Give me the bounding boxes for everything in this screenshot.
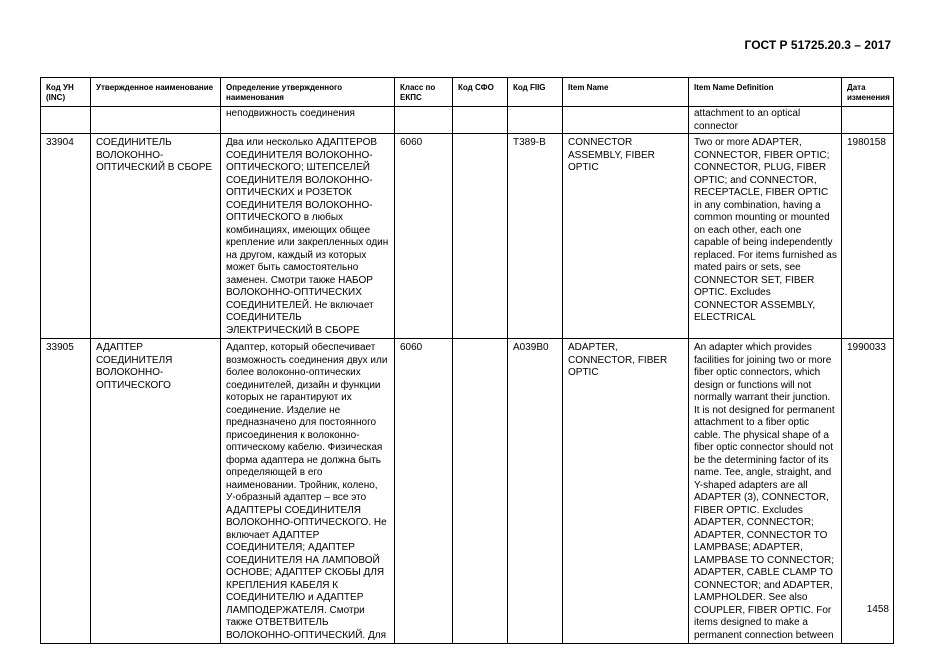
continuation-item-definition: attachment to an optical connector bbox=[689, 107, 842, 134]
header-date: Дата изменения bbox=[842, 78, 894, 107]
cell-definition: Адаптер, который обеспечивает возможность соединения двух или более волоконно-оптических соединителей, дизайн и функции которых не гарантируют их соединение. Изделие не предназначено для постоянного присоединения к волоконно-оптическому кабелю. Физическая форма адаптера не должна быть определяющей в его наименовании. Тройник, колено, У-образный адаптер – все это АДАПТЕРЫ СОЕДИНИТЕЛЯ ВОЛОКОННО-ОПТИЧЕСКОГО. Не включает АДАПТЕР СОЕДИНИТЕЛЯ; АДАПТЕР СОЕДИНИТЕЛЯ НА ЛАМПОВОЙ ОСНОВЕ; АДАПТЕР СКОБЫ ДЛЯ КРЕПЛЕНИЯ КАБЕЛЯ К СОЕДИНИТЕЛЮ и АДАПТЕР ЛАМПОДЕРЖАТЕЛЯ. Смотри также ОТВЕТВИТЕЛЬ ВОЛОКОННО-ОПТИЧЕСКИЙ. Для bbox=[221, 339, 395, 644]
header-item-definition: Item Name Definition bbox=[689, 78, 842, 107]
cell-class: 6060 bbox=[395, 134, 453, 339]
header-item-name: Item Name bbox=[563, 78, 689, 107]
cell-definition: Два или несколько АДАПТЕРОВ СОЕДИНИТЕЛЯ ВОЛОКОННО-ОПТИЧЕСКОГО; ШТЕПСЕЛЕЙ СОЕДИНИТЕЛЯ ВОЛОКОННО-ОПТИЧЕСКИХ и РОЗЕТОК СОЕДИНИТЕЛЯ ВОЛОКОННО-ОПТИЧЕСКОГО в любых комбинациях, имеющих общее крепление или закрепленных один на другом, каждый из которых может быть самостоятельно заменен. Смотри также НАБОР ВОЛОКОННО-ОПТИЧЕСКИХ СОЕДИНИТЕЛЕЙ. Не включает СОЕДИНИТЕЛЬ ЭЛЕКТРИЧЕСКИЙ В СБОРЕ bbox=[221, 134, 395, 339]
table-row bbox=[41, 339, 894, 644]
cell-fiig: A039B0 bbox=[508, 339, 563, 644]
header-row bbox=[41, 78, 894, 107]
cell-item-definition: Two or more ADAPTER, CONNECTOR, FIBER OPTIC; CONNECTOR, PLUG, FIBER OPTIC; and CONNECTOR, RECEPTACLE, FIBER OPTIC in any combination, having a common mounting or mounted on each other, each one capable of being independently replaced. For items furnished as mated pairs or sets, see CONNECTOR SET, FIBER OPTIC. Excludes CONNECTOR ASSEMBLY, ELECTRICAL bbox=[689, 134, 842, 339]
header-definition: Определение утвержденного наименования bbox=[221, 78, 395, 107]
cell-sfo bbox=[453, 339, 508, 644]
cell-approved-name: АДАПТЕР СОЕДИНИТЕЛЯ ВОЛОКОННО-ОПТИЧЕСКОГО bbox=[91, 339, 221, 644]
cell-item-name: ADAPTER, CONNECTOR, FIBER OPTIC bbox=[563, 339, 689, 644]
cell-sfo bbox=[453, 134, 508, 339]
document-code: ГОСТ Р 51725.20.3 – 2017 bbox=[744, 38, 891, 52]
page-number: 1458 bbox=[866, 604, 889, 615]
header-sfo: Код СФО bbox=[453, 78, 508, 107]
continuation-definition: неподвижность соединения bbox=[221, 107, 395, 134]
header-fiig: Код FIIG bbox=[508, 78, 563, 107]
cell-inc: 33905 bbox=[41, 339, 91, 644]
cell-date: 1990033 bbox=[842, 339, 894, 644]
header-class: Класс по ЕКПС bbox=[395, 78, 453, 107]
cell-approved-name: СОЕДИНИТЕЛЬ ВОЛОКОННО-ОПТИЧЕСКИЙ В СБОРЕ bbox=[91, 134, 221, 339]
cell-class: 6060 bbox=[395, 339, 453, 644]
continuation-row bbox=[41, 107, 894, 134]
cell-item-name: CONNECTOR ASSEMBLY, FIBER OPTIC bbox=[563, 134, 689, 339]
cell-item-definition: An adapter which provides facilities for joining two or more fiber optic connectors, which design or functions will not normally warrant their junction. It is not designed for permanent attachment to a fiber optic cable. The physical shape of a fiber optic connector should not be the determining factor of its name. Tee, angle, straight, and Y-shaped adapters are all ADAPTER (3), CONNECTOR, FIBER OPTIC. Excludes ADAPTER, CONNECTOR; ADAPTER, CONNECTOR TO LAMPBASE; ADAPTER, LAMPBASE TO CONNECTOR; ADAPTER, CABLE CLAMP TO CONNECTOR; and ADAPTER, LAMPHOLDER. See also COUPLER, FIBER OPTIC. For items designed to make a permanent connection between bbox=[689, 339, 842, 644]
header-inc: Код УН (INC) bbox=[41, 78, 91, 107]
cell-date: 1980158 bbox=[842, 134, 894, 339]
header-approved-name: Утвержденное наименование bbox=[91, 78, 221, 107]
table-row bbox=[41, 134, 894, 339]
cell-fiig: T389-B bbox=[508, 134, 563, 339]
catalog-table bbox=[40, 77, 894, 644]
cell-inc: 33904 bbox=[41, 134, 91, 339]
